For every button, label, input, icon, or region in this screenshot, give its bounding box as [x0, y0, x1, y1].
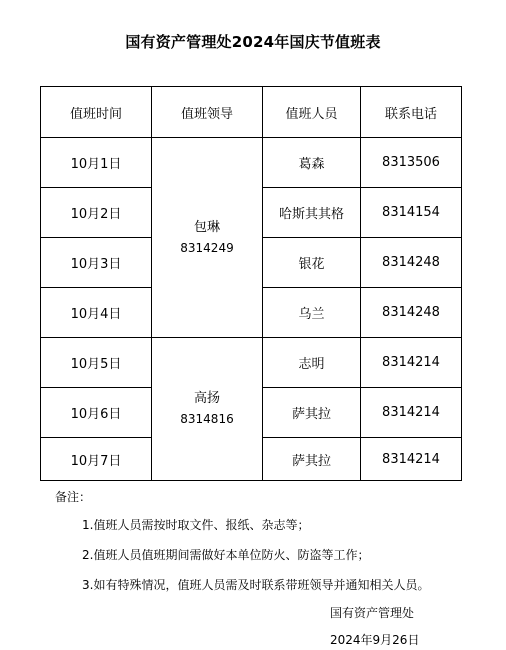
- notes-heading: 备注：: [55, 490, 92, 504]
- contact-phone: 8314248: [361, 288, 462, 338]
- note-item: 2.值班人员值班期间需做好本单位防火、防盗等工作；: [82, 548, 370, 562]
- duty-staff: 哈斯其其格: [263, 188, 361, 238]
- leader-phone: 8314816: [180, 412, 234, 426]
- duty-staff: 萨其拉: [263, 438, 361, 481]
- contact-phone: 8313506: [361, 138, 462, 188]
- leader-cell: [152, 338, 263, 481]
- duty-date: 10月4日: [41, 288, 152, 338]
- document-title: 国有资产管理处2024年国庆节值班表: [125, 33, 381, 51]
- signature-org: 国有资产管理处: [330, 606, 415, 620]
- duty-staff: 萨其拉: [263, 388, 361, 438]
- duty-staff: 乌兰: [263, 288, 361, 338]
- header-duty-staff: 值班人员: [263, 87, 361, 138]
- table-header-row: [41, 87, 462, 138]
- table-row: [41, 338, 462, 388]
- duty-date: 10月2日: [41, 188, 152, 238]
- note-item: 1.值班人员需按时取文件、报纸、杂志等；: [82, 518, 310, 532]
- contact-phone: 8314248: [361, 238, 462, 288]
- duty-date: 10月5日: [41, 338, 152, 388]
- header-duty-leader: 值班领导: [152, 87, 263, 138]
- header-duty-time: 值班时间: [41, 87, 152, 138]
- contact-phone: 8314214: [361, 388, 462, 438]
- header-contact-phone: 联系电话: [361, 87, 462, 138]
- leader-phone: 8314249: [180, 240, 234, 255]
- duty-date: 10月7日: [41, 438, 152, 481]
- signature-date: 2024年9月26日: [330, 633, 420, 647]
- duty-staff: 葛森: [263, 138, 361, 188]
- note-item: 3.如有特殊情况，值班人员需及时联系带班领导并通知相关人员。: [82, 578, 430, 592]
- duty-staff: 银花: [263, 238, 361, 288]
- duty-date: 10月6日: [41, 388, 152, 438]
- table-row: [41, 138, 462, 188]
- leader-name: 高扬: [193, 391, 220, 406]
- contact-phone: 8314214: [361, 438, 462, 481]
- contact-phone: 8314154: [361, 188, 462, 238]
- duty-staff: 志明: [263, 338, 361, 388]
- leader-name: 包琳: [193, 219, 220, 235]
- duty-date: 10月3日: [41, 238, 152, 288]
- duty-date: 10月1日: [41, 138, 152, 188]
- leader-cell: [152, 138, 263, 338]
- contact-phone: 8314214: [361, 338, 462, 388]
- duty-table: [40, 86, 462, 481]
